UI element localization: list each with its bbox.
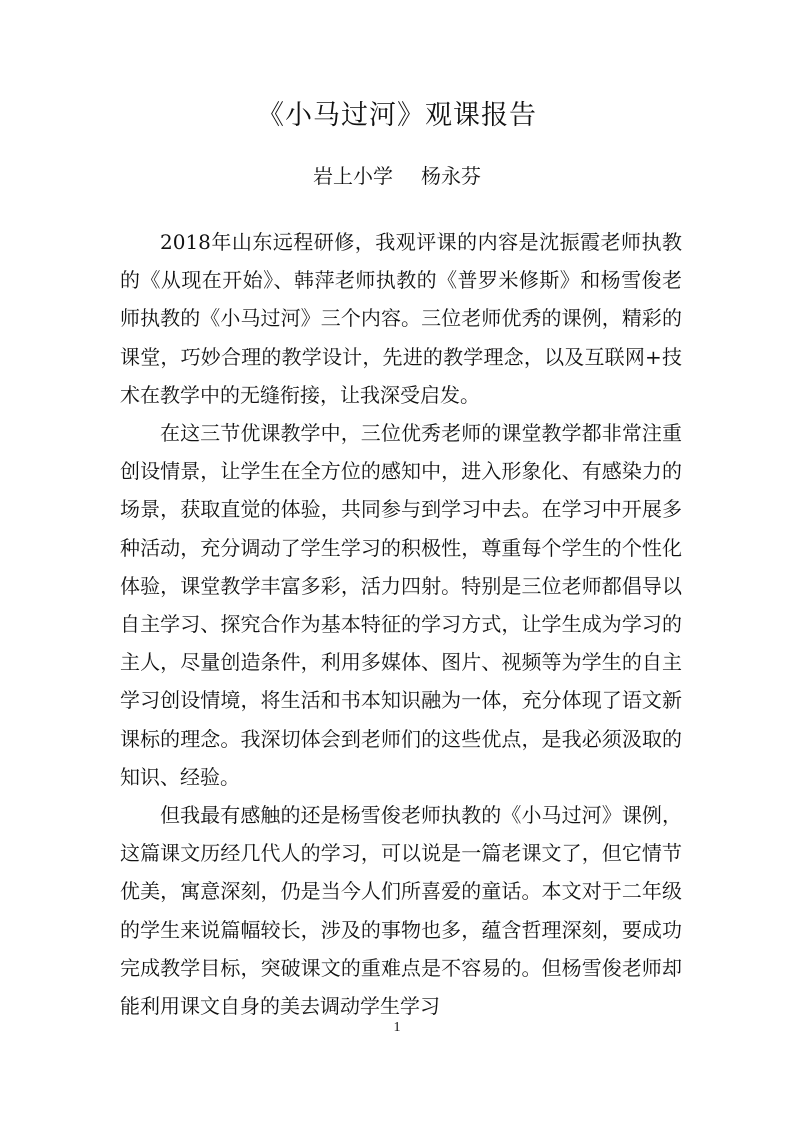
paragraph: 但我最有感触的还是杨雪俊老师执教的《小马过河》课例，这篇课文历经几代人的学习，可以说是一篇老课文了，但它情节优美，寓意深刻，仍是当今人们所喜爱的童话。本文对于二年级的学生来说篇幅较长，涉及的事物也多，蕴含哲理深刻，要成功完成教学目标，突破课文的重难点是不容易的。但杨雪俊老师却能利用课文自身的美去调动学生学习	[120, 803, 682, 1019]
document-title: 《小马过河》观课报告	[257, 100, 537, 131]
document-body	[120, 223, 682, 1025]
paragraph: 在这三节优课教学中，三位优秀老师的课堂教学都非常注重创设情景，让学生在全方位的感知中，进入形象化、有感染力的场景，获取直觉的体验，共同参与到学习中去。在学习中开展多种活动，充分调动了学生学习的积极性，尊重每个学生的个性化体验，课堂教学丰富多彩，活力四射。特别是三位老师都倡导以自主学习、探究合作为基本特征的学习方式，让学生成为学习的主人，尽量创造条件，利用多媒体、图片、视频等为学生的自主学习创设情境，将生活和书本知识融为一体，充分体现了语文新课标的理念。我深切体会到老师们的这些优点，是我必须汲取的知识、经验。	[120, 421, 682, 789]
author-school: 岩上小学	[313, 164, 393, 188]
page-number: 1	[393, 1020, 401, 1035]
paragraph: 2018年山东远程研修，我观评课的内容是沈振霞老师执教的《从现在开始》、韩萍老师执教的《普罗米修斯》和杨雪俊老师执教的《小马过河》三个内容。三位老师优秀的课例，精彩的课堂，巧妙合理的教学设计，先进的教学理念，以及互联网+技术在教学中的无缝衔接，让我深受启发。	[120, 230, 682, 407]
author-line	[0, 162, 794, 190]
author-name: 杨永芬	[421, 164, 481, 188]
